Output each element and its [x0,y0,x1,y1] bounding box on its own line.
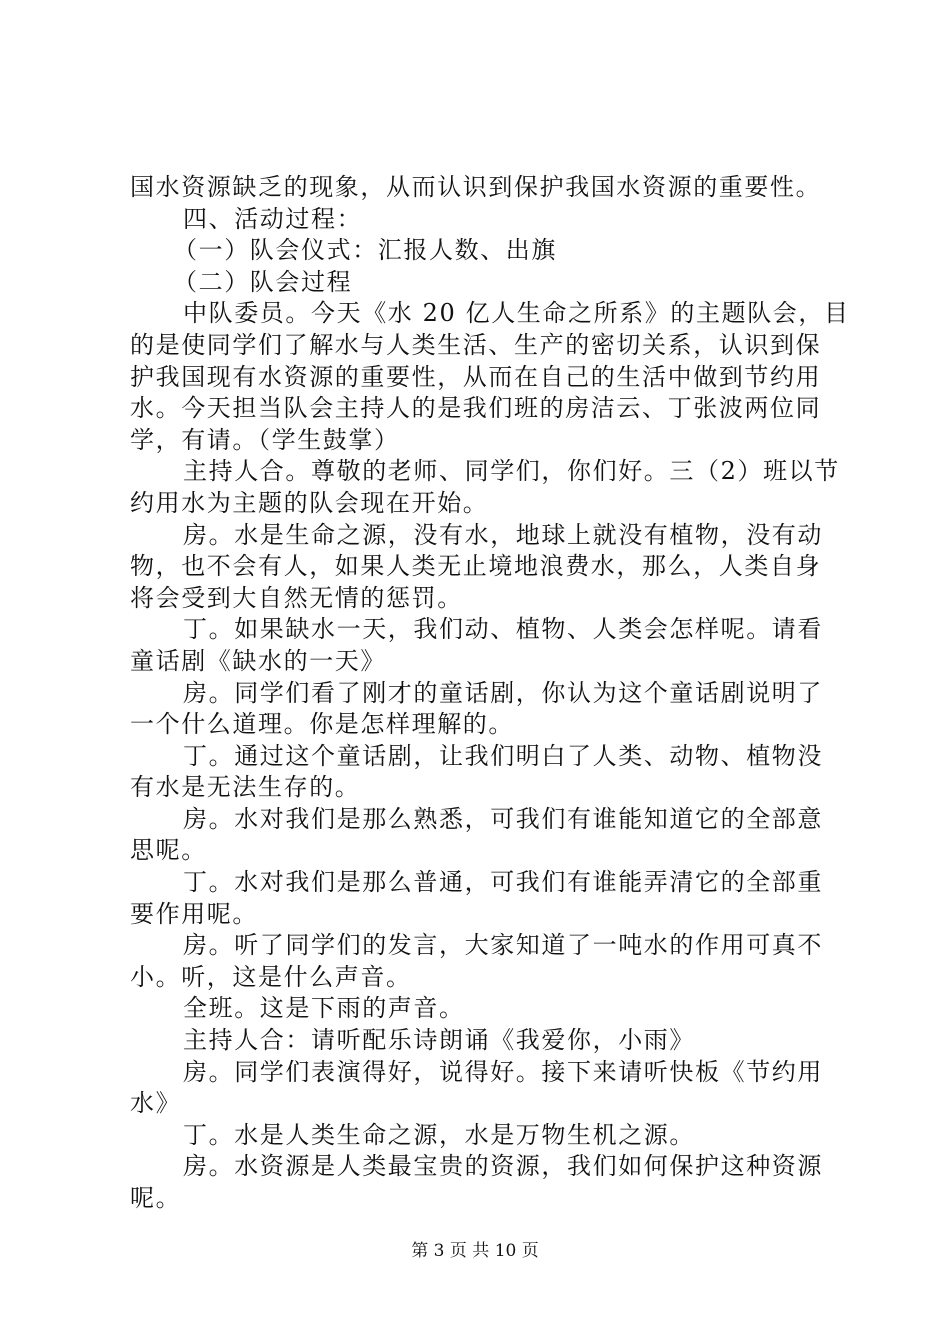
text-line: 护我国现有水资源的重要性，从而在自己的生活中做到节约用 [130,362,822,391]
text-line: 中队委员。今天《水 20 亿人生命之所系》的主题队会，目 [183,299,850,328]
text-line: 一个什么道理。你是怎样理解的。 [130,710,514,739]
text-line: 房。水资源是人类最宝贵的资源，我们如何保护这种资源 [183,1152,823,1181]
text-line: 丁。水对我们是那么普通，可我们有谁能弄清它的全部重 [183,868,823,897]
text-line: 房。同学们表演得好，说得好。接下来请听快板《节约用 [183,1057,823,1086]
text-line: 丁。水是人类生命之源，水是万物生机之源。 [183,1120,695,1149]
text-line: 房。水是生命之源，没有水，地球上就没有植物，没有动 [183,520,823,549]
text-line: 童话剧《缺水的一天》 [130,646,386,675]
text-line: （二）队会过程 [173,267,353,296]
text-line: 全班。这是下雨的声音。 [183,994,465,1023]
text-line: 水。今天担当队会主持人的是我们班的房洁云、丁张波两位同 [130,394,822,423]
text-line: （一）队会仪式：汇报人数、出旗 [173,236,557,265]
text-line: 主持人合：请听配乐诗朗诵《我爱你，小雨》 [183,1026,695,1055]
text-line: 有水是无法生存的。 [130,773,361,802]
text-line: 物，也不会有人，如果人类无止境地浪费水，那么，人类自身 [130,552,822,581]
text-line: 房。同学们看了刚才的童话剧，你认为这个童话剧说明了 [183,678,823,707]
text-line: 将会受到大自然无情的惩罚。 [130,583,463,612]
text-line: 水》 [130,1089,182,1118]
text-line: 国水资源缺乏的现象，从而认识到保护我国水资源的重要性。 [130,173,822,201]
text-line: 丁。如果缺水一天，我们动、植物、人类会怎样呢。请看 [183,615,823,644]
document-body [130,172,850,1215]
text-line: 房。水对我们是那么熟悉，可我们有谁能知道它的全部意 [183,804,823,833]
text-line: 主持人合。尊敬的老师、同学们，你们好。三（2）班以节 [183,457,840,486]
text-line: 房。听了同学们的发言，大家知道了一吨水的作用可真不 [183,931,823,960]
text-line: 思呢。 [130,836,207,865]
text-line: 小。听，这是什么声音。 [130,962,412,991]
text-line: 的是使同学们了解水与人类生活、生产的密切关系，认识到保 [130,330,822,359]
text-line: 四、活动过程： [183,204,363,233]
text-line: 要作用呢。 [130,899,258,928]
text-line: 呢。 [130,1184,182,1212]
text-line: 约用水为主题的队会现在开始。 [130,488,489,517]
text-line: 丁。通过这个童话剧，让我们明白了人类、动物、植物没 [183,741,823,770]
page-footer: 第 3 页 共 10 页 [411,1241,539,1261]
text-line: 学，有请。（学生鼓掌） [130,425,400,454]
